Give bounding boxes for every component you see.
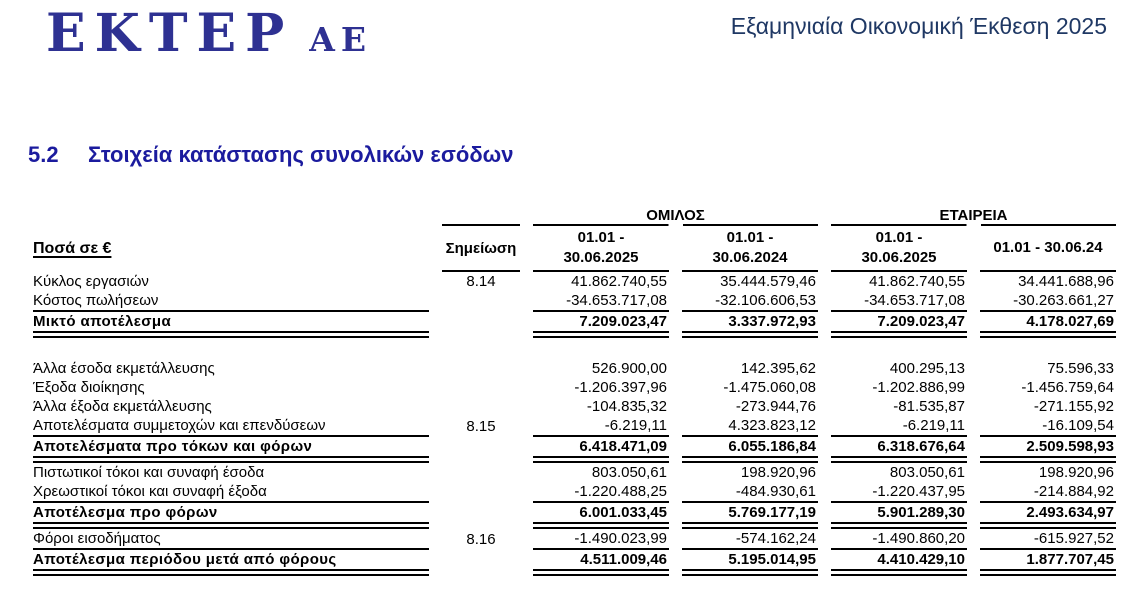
row-note (442, 463, 520, 482)
table-row (33, 359, 1116, 378)
row-value: 6.001.033,45 (533, 503, 669, 529)
note-column-header: Σημείωση (442, 226, 520, 272)
row-value: 75.596,33 (1047, 360, 1114, 378)
row-label: Κύκλος εργασιών (33, 273, 149, 291)
row-value: -214.884,92 (980, 482, 1116, 503)
row-label: Μικτό αποτέλεσμα (33, 312, 429, 338)
row-value: -104.835,32 (586, 398, 667, 416)
report-title: Εξαμηνιαία Οικονομική Έκθεση 2025 (730, 13, 1107, 39)
row-label: Αποτέλεσμα περιόδου μετά από φόρους (33, 550, 429, 576)
section-number: 5.2 (28, 142, 59, 168)
row-value: 5.769.177,19 (682, 503, 818, 529)
row-value: -1.220.437,95 (831, 482, 967, 503)
amounts-label: Ποσά σε € (33, 240, 112, 258)
row-value: -273.944,76 (735, 398, 816, 416)
row-note (442, 437, 520, 463)
row-note (442, 503, 520, 529)
period-line: 30.06.2024 (712, 249, 788, 267)
row-value: 1.877.707,45 (980, 550, 1116, 576)
row-value: 198.920,96 (740, 464, 816, 482)
row-note (442, 378, 520, 397)
section-title: Στοιχεία κατάστασης συνολικών εσόδων (88, 142, 514, 168)
period-header-company-2024 (980, 226, 1116, 272)
table-row (33, 550, 1116, 576)
period-header-row (33, 226, 1116, 272)
row-value: 803.050,61 (591, 464, 667, 482)
row-value: 7.209.023,47 (831, 312, 967, 338)
row-note (442, 291, 520, 312)
row-value: 2.493.634,97 (980, 503, 1116, 529)
row-value: -1.456.759,64 (1021, 379, 1114, 397)
group-header-omilos: ΟΜΙΛΟΣ (533, 202, 818, 226)
period-line: 30.06.2025 (563, 249, 639, 267)
logo-suffix-text: ΑΕ (309, 20, 373, 59)
row-note: 8.16 (466, 531, 496, 549)
row-value: 6.055.186,84 (682, 437, 818, 463)
row-value: 2.509.598,93 (980, 437, 1116, 463)
row-value: -271.155,92 (1033, 398, 1114, 416)
row-value: -1.206.397,96 (574, 379, 667, 397)
row-value: -30.263.661,27 (980, 291, 1116, 312)
row-note (442, 359, 520, 378)
table-row (33, 272, 1116, 291)
period-line: 01.01 - (577, 229, 625, 247)
row-value: 142.395,62 (740, 360, 816, 378)
row-label: Έξοδα διοίκησης (33, 379, 145, 397)
amounts-label-cell (33, 226, 429, 272)
row-label: Άλλα έσοδα εκμετάλλευσης (33, 360, 215, 378)
period-header-company-2025 (831, 226, 967, 272)
row-value: -6.219,11 (533, 416, 669, 437)
row-label: Άλλα έξοδα εκμετάλλευσης (33, 398, 212, 416)
row-value: -81.535,87 (893, 398, 965, 416)
row-label: Χρεωστικοί τόκοι και συναφή έξοδα (33, 482, 429, 503)
table-header (33, 202, 1116, 272)
period-line: 30.06.2025 (861, 249, 937, 267)
note-column-top-rule (442, 202, 520, 226)
group-header-etaireia: ΕΤΑΙΡΕΙΑ (831, 202, 1116, 226)
row-value: -1.490.860,20 (831, 529, 967, 550)
table-row (33, 416, 1116, 437)
row-value: 4.511.009,46 (533, 550, 669, 576)
period-line: 01.01 - (875, 229, 923, 247)
row-value: -16.109,54 (980, 416, 1116, 437)
row-note (442, 397, 520, 416)
row-value: 4.410.429,10 (831, 550, 967, 576)
row-value: -484.930,61 (682, 482, 818, 503)
row-note (442, 312, 520, 338)
row-value: 4.323.823,12 (682, 416, 818, 437)
spacer-row (33, 338, 1116, 359)
row-value: -574.162,24 (682, 529, 818, 550)
row-value: 526.900,00 (591, 360, 667, 378)
row-value: 6.418.471,09 (533, 437, 669, 463)
row-value: -32.106.606,53 (682, 291, 818, 312)
section-heading (28, 142, 1133, 168)
table-row (33, 397, 1116, 416)
row-value: -34.653.717,08 (533, 291, 669, 312)
row-value: -1.490.023,99 (533, 529, 669, 550)
table-row (33, 529, 1116, 550)
row-note (442, 482, 520, 503)
period-line: 01.01 - 30.06.24 (993, 239, 1103, 257)
empty-corner-cell (33, 202, 429, 226)
row-label: Πιστωτικοί τόκοι και συναφή έσοδα (33, 464, 265, 482)
row-note: 8.15 (466, 418, 496, 436)
row-value: 41.862.740,55 (571, 273, 667, 291)
row-value: 35.444.579,46 (720, 273, 816, 291)
row-note (442, 550, 520, 576)
page-header (0, 0, 1133, 62)
row-value: -1.220.488,25 (533, 482, 669, 503)
table-row (33, 503, 1116, 529)
row-value: 7.209.023,47 (533, 312, 669, 338)
row-value: 198.920,96 (1038, 464, 1114, 482)
row-value: 4.178.027,69 (980, 312, 1116, 338)
table-row (33, 482, 1116, 503)
row-label: Αποτελέσματα προ τόκων και φόρων (33, 437, 429, 463)
table-body (33, 272, 1116, 576)
table-row (33, 312, 1116, 338)
row-value: 3.337.972,93 (682, 312, 818, 338)
row-value: 803.050,61 (889, 464, 965, 482)
table-row (33, 463, 1116, 482)
income-statement-table (20, 202, 1129, 576)
row-value: 34.441.688,96 (1018, 273, 1114, 291)
row-value: -1.475.060,08 (723, 379, 816, 397)
company-logo (46, 3, 373, 64)
table-row (33, 291, 1116, 312)
period-header-group-2025 (533, 226, 669, 272)
spacer-cell (33, 338, 1116, 359)
period-line: 01.01 - (726, 229, 774, 247)
group-header-row (33, 202, 1116, 226)
row-label: Κόστος πωλήσεων (33, 291, 429, 312)
period-header-group-2024 (682, 226, 818, 272)
row-value: 41.862.740,55 (869, 273, 965, 291)
row-value: 400.295,13 (889, 360, 965, 378)
row-value: -34.653.717,08 (831, 291, 967, 312)
row-value: 6.318.676,64 (831, 437, 967, 463)
row-value: 5.901.289,30 (831, 503, 967, 529)
logo-text: ΕΚΤΕΡ (46, 3, 294, 64)
row-value: -1.202.886,99 (872, 379, 965, 397)
row-value: -6.219,11 (831, 416, 967, 437)
row-value: -615.927,52 (980, 529, 1116, 550)
table-row (33, 378, 1116, 397)
table-row (33, 437, 1116, 463)
row-label: Αποτελέσματα συμμετοχών και επενδύσεων (33, 416, 429, 437)
row-value: 5.195.014,95 (682, 550, 818, 576)
row-label: Αποτέλεσμα προ φόρων (33, 503, 429, 529)
row-label: Φόροι εισοδήματος (33, 529, 429, 550)
row-note: 8.14 (466, 273, 496, 291)
